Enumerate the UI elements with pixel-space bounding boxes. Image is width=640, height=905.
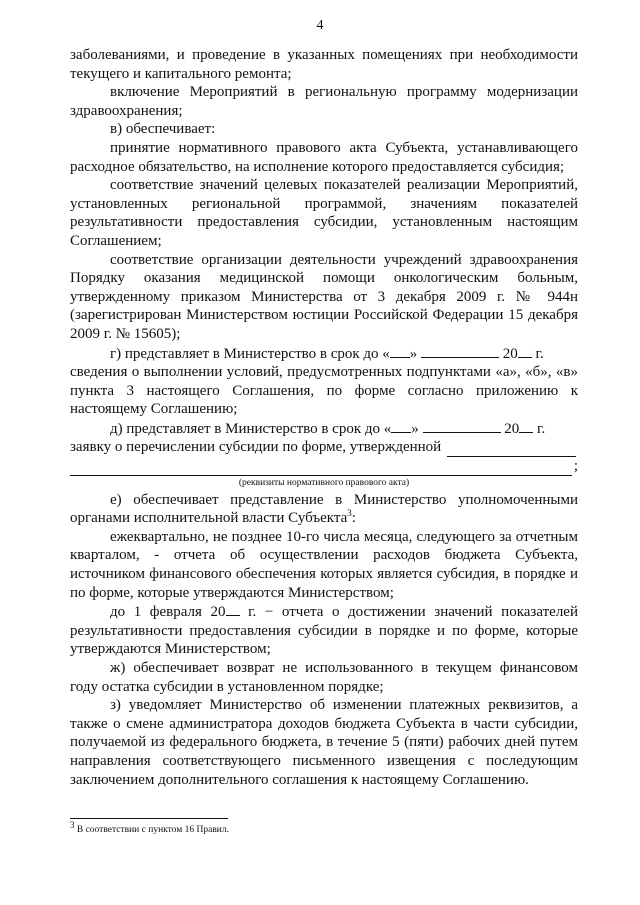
signature-line xyxy=(447,442,576,457)
item-d-first-line: д) представляет в Министерство в срок до « » 20 г. xyxy=(110,420,546,437)
item-g-first-line: г) представляет в Министерство в срок до « » 20 г. xyxy=(110,345,544,362)
requisites-caption: (реквизиты нормативного правового акта) xyxy=(238,477,410,488)
page-number: 4 xyxy=(316,18,324,33)
feb-item: до 1 февраля 20 г. − отчета о достижении значений показателей результативности предоставления субсидии в порядке и по форме, которые утверждаются Министерством; xyxy=(70,604,578,658)
footnote-ref[interactable]: 3 xyxy=(347,508,352,519)
requisites-blank xyxy=(70,461,572,476)
paragraph: соответствие организации деятельности учреждений здравоохранения Порядку оказания медицинской помощи онкологическим больным, утвержденному приказом Министерства от 3 декабря 2009 г. № 944н (зарегистрирован Министерством юстиции Российской Федерации 15 декабря 2009 г. № 15605); xyxy=(70,251,578,342)
paragraph: заболеваниями, и проведение в указанных помещениях при необходимости текущего и капитального ремонта; xyxy=(70,47,578,82)
paragraph: сведения о выполнении условий, предусмотренных подпунктами «а», «б», «в» пункта 3 настоящего Соглашения, по форме согласно приложению к настоящему Соглашению; xyxy=(70,364,578,418)
paragraph: включение Мероприятий в региональную программу модернизации здравоохранения; xyxy=(70,84,578,119)
paragraph: ежеквартально, не позднее 10-го числа месяца, следующего за отчетным кварталом, - отчета об осуществлении расходов бюджета Субъекта, источником финансового обеспечения которых является субсидия, в порядке и по форме, которые утверждаются Министерством; xyxy=(70,528,578,601)
footnote: $^3$ В соответствии с пунктом 16 Правил. xyxy=(70,820,230,836)
document-body xyxy=(70,46,578,789)
year-blank xyxy=(518,344,532,358)
paragraph: з) уведомляет Министерство об изменении платежных реквизитов, а также о смене администратора доходов бюджета Субъекта в части субсидии, получаемой из федерального бюджета, в течение 5 (пяти) рабочих дней путем направления соответствующего письменного извещения с последующим заключением дополнительного соглашения к настоящему Соглашению. xyxy=(70,697,578,788)
footnote-divider xyxy=(70,818,228,819)
requisites-line: ; xyxy=(70,457,578,476)
day-blank xyxy=(390,344,410,358)
month-blank xyxy=(421,344,499,358)
paragraph: принятие нормативного правового акта Субъекта, устанавливающего расходное обязательство, на исполнение которого предоставляется субсидия; xyxy=(70,139,578,175)
paragraph: ж) обеспечивает возврат не использованного в текущем финансовом году остатка субсидии в установленном порядке; xyxy=(70,660,578,695)
year-blank xyxy=(519,419,533,433)
month-blank xyxy=(423,419,501,433)
paragraph: соответствие значений целевых показателей реализации Мероприятий, установленных региональной программой, значениям показателей результативности предоставления субсидии, установленным настоящим Соглашением; xyxy=(70,177,578,249)
item-e: е) обеспечивает представление в Министерство уполномоченными органами исполнительной власти Субъекта$^3$: xyxy=(70,491,578,527)
paragraph: в) обеспечивает: xyxy=(110,121,216,138)
footnote-marker: 3 xyxy=(70,820,75,830)
day-blank xyxy=(391,419,411,433)
year-blank xyxy=(226,602,240,616)
item-d-second-line: заявку о перечислении субсидии по форме, утвержденной xyxy=(70,438,578,457)
